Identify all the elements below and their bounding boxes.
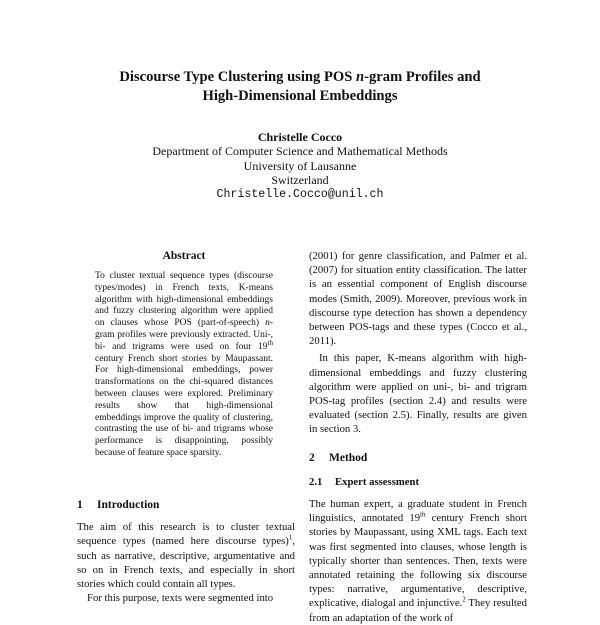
author-country: Switzerland: [271, 173, 329, 188]
author-block: [100, 130, 500, 202]
paper-title: [60, 68, 540, 106]
intro-heading: 1 Introduction: [77, 499, 160, 511]
title-italic-n: n: [356, 69, 365, 85]
abstract-heading: Abstract: [162, 250, 206, 262]
title-line-1: Discourse Type Clustering using POS n-gram Profiles and: [119, 69, 481, 85]
method-heading: 2 Method: [309, 451, 368, 464]
right-column: [309, 249, 527, 625]
continued-paragraph: (2001) for genre classification, and Palmer et al. (2007) for situation entity classification. The latter is an essential component of English discourse modes (Smith, 2009). Moreover, previous work in discourse type detection has shown a dependency between POS-tags and these types (Cocco et al., 2011).: [309, 250, 527, 348]
this-paper-paragraph: In this paper, K-means algorithm with high-dimensional embeddings and fuzzy clustering algorithm were applied on uni-, bi- and trigram POS-tag profiles (section 2.4) and results were evaluated (section 2.5). Finally, results are given in section 3.: [309, 352, 527, 436]
expert-paragraph: The human expert, a graduate student in French linguistics, annotated 19th century French short stories by Maupassant, using XML tags. Each text was first segmented into clauses, whose length is typically shorter than sentences. Then, texts were annotated retaining the following six discourse types: narrative, argumentative, descriptive, explicative, dialogal and injunctive.$^2$ They resulted from an adaptation of the work of: [309, 498, 528, 624]
author-department: Department of Computer Science and Mathematical Methods: [152, 144, 448, 159]
title-line-2: High-Dimensional Embeddings: [202, 88, 398, 104]
abstract-section: [95, 250, 273, 460]
abstract-text: To cluster textual sequence types (discourse types/modes) in French texts, K-means algorithm with high-dimensional embeddings and fuzzy clustering algorithm were applied on clauses whose POS (part-of-speech) n-gram profiles were previously extracted. Uni-, bi- and trigrams were used on four 19th century French short stories by Maupassant. For high-dimensional embeddings, power transformations on the chi-squared distances between clauses were explored. Preliminary results show that high-dimensional embeddings improve the quality of clustering, contrasting the use of bi- and trigrams whose performance is disappointing, possibly because of feature space sparsity.: [95, 271, 273, 458]
expert-assessment-heading: 2.1 Expert assessment: [309, 475, 420, 488]
intro-paragraph-1: The aim of this research is to cluster textual sequence types (named here discourse types)$^1$, such as narrative, descriptive, argumentative and so on in French texts, and especially in short stories which could contain all types.: [77, 521, 295, 591]
author-email[interactable]: Christelle.Cocco@unil.ch: [216, 187, 384, 201]
author-university: University of Lausanne: [243, 158, 357, 173]
intro-paragraph-2: For this purpose, texts were segmented into: [87, 592, 274, 605]
author-name: Christelle Cocco: [257, 130, 343, 144]
introduction-section: [77, 498, 295, 605]
